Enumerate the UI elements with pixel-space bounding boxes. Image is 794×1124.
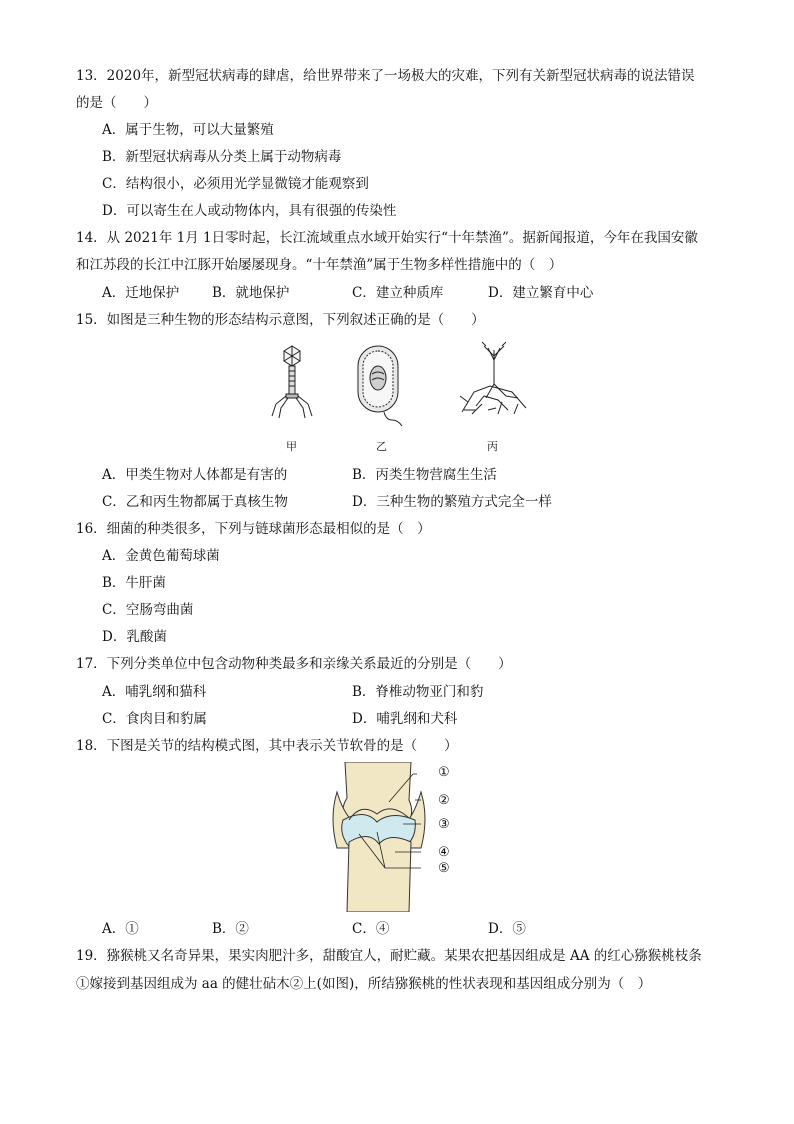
q14-option-d: D．建立繁育中心 [488, 285, 594, 301]
q15-caption-jia: 甲 [286, 440, 297, 453]
q18-option-a: A．① [102, 921, 139, 937]
q18-label-5: ⑤ [438, 861, 450, 876]
q19-stem-line1: 19．猕猴桃又名奇异果，果实肉肥汁多，甜酸宜人，耐贮藏。某果农把基因组成是 AA 的红心猕猴桃枝条 [76, 948, 702, 964]
q18-option-c: C．④ [352, 921, 390, 937]
q15-option-d: D．三种生物的繁殖方式完全一样 [352, 494, 552, 510]
q15-option-c: C．乙和丙生物都属于真核生物 [102, 494, 288, 510]
q15-caption-bing: 丙 [487, 440, 498, 453]
q14-stem-line2: 和江苏段的长江中江豚开始屡屡现身。“十年禁渔”属于生物多样性措施中的（ ） [76, 257, 563, 273]
q16-option-b: B．牛肝菌 [102, 575, 166, 591]
q16-stem: 16．细菌的种类很多，下列与链球菌形态最相似的是（ ） [76, 521, 431, 537]
q17-option-d: D．哺乳纲和犬科 [352, 711, 458, 727]
q18-option-b: B．② [212, 921, 249, 937]
q15-stem: 15．如图是三种生物的形态结构示意图，下列叙述正确的是（ ） [76, 312, 485, 328]
q14-option-a: A．迁地保护 [102, 285, 180, 301]
q18-option-d: D．⑤ [488, 921, 526, 937]
q13-option-a: A．属于生物，可以大量繁殖 [102, 122, 274, 138]
q16-option-d: D．乳酸菌 [102, 629, 167, 645]
q18-stem: 18．下图是关节的结构模式图，其中表示关节软骨的是（ ） [76, 738, 458, 754]
q16-option-c: C．空肠弯曲菌 [102, 602, 194, 618]
q18-label-4: ④ [438, 845, 450, 860]
q13-stem-line1: 13．2020年，新型冠状病毒的肆虐，给世界带来了一场极大的灾难，下列有关新型冠状病毒的说法错误 [76, 68, 695, 84]
q18-label-2: ② [438, 793, 450, 808]
q17-option-b: B．脊椎动物亚门和豹 [352, 684, 484, 700]
q13-option-d: D．可以寄生在人或动物体内，具有很强的传染性 [102, 203, 397, 219]
q16-option-a: A．金黄色葡萄球菌 [102, 548, 220, 564]
q17-stem: 17．下列分类单位中包含动物种类最多和亲缘关系最近的分别是（ ） [76, 656, 512, 672]
fungus-illustration [460, 342, 526, 414]
q14-option-b: B．就地保护 [212, 285, 290, 301]
q15-caption-yi: 乙 [376, 440, 387, 453]
q15-organisms-figure [262, 340, 532, 428]
q14-option-c: C．建立种质库 [352, 285, 444, 301]
q15-option-b: B．丙类生物营腐生生活 [352, 467, 497, 483]
q18-label-3: ③ [438, 817, 450, 832]
q13-stem-line2: 的是（ ） [76, 95, 157, 111]
bacterium-illustration [358, 346, 402, 426]
q18-label-1: ① [438, 765, 450, 780]
q14-stem-line1: 14．从 2021年 1月 1日零时起，长江流域重点水域开始实行“十年禁渔”。据新闻报道，今年在我国安徽 [76, 230, 698, 246]
q17-option-a: A．哺乳纲和猫科 [102, 684, 207, 700]
q13-option-c: C．结构很小，必须用光学显微镜才能观察到 [102, 176, 369, 192]
bacteriophage-illustration [272, 346, 312, 418]
q19-stem-line2: ①嫁接到基因组成为 aa 的健壮砧木②上(如图)，所结猕猴桃的性状表现和基因组成分别为（ ） [76, 976, 652, 992]
q18-joint-diagram [325, 762, 435, 912]
q15-option-a: A．甲类生物对人体都是有害的 [102, 467, 288, 483]
q13-option-b: B．新型冠状病毒从分类上属于动物病毒 [102, 149, 342, 165]
q17-option-c: C．食肉目和豹属 [102, 711, 207, 727]
